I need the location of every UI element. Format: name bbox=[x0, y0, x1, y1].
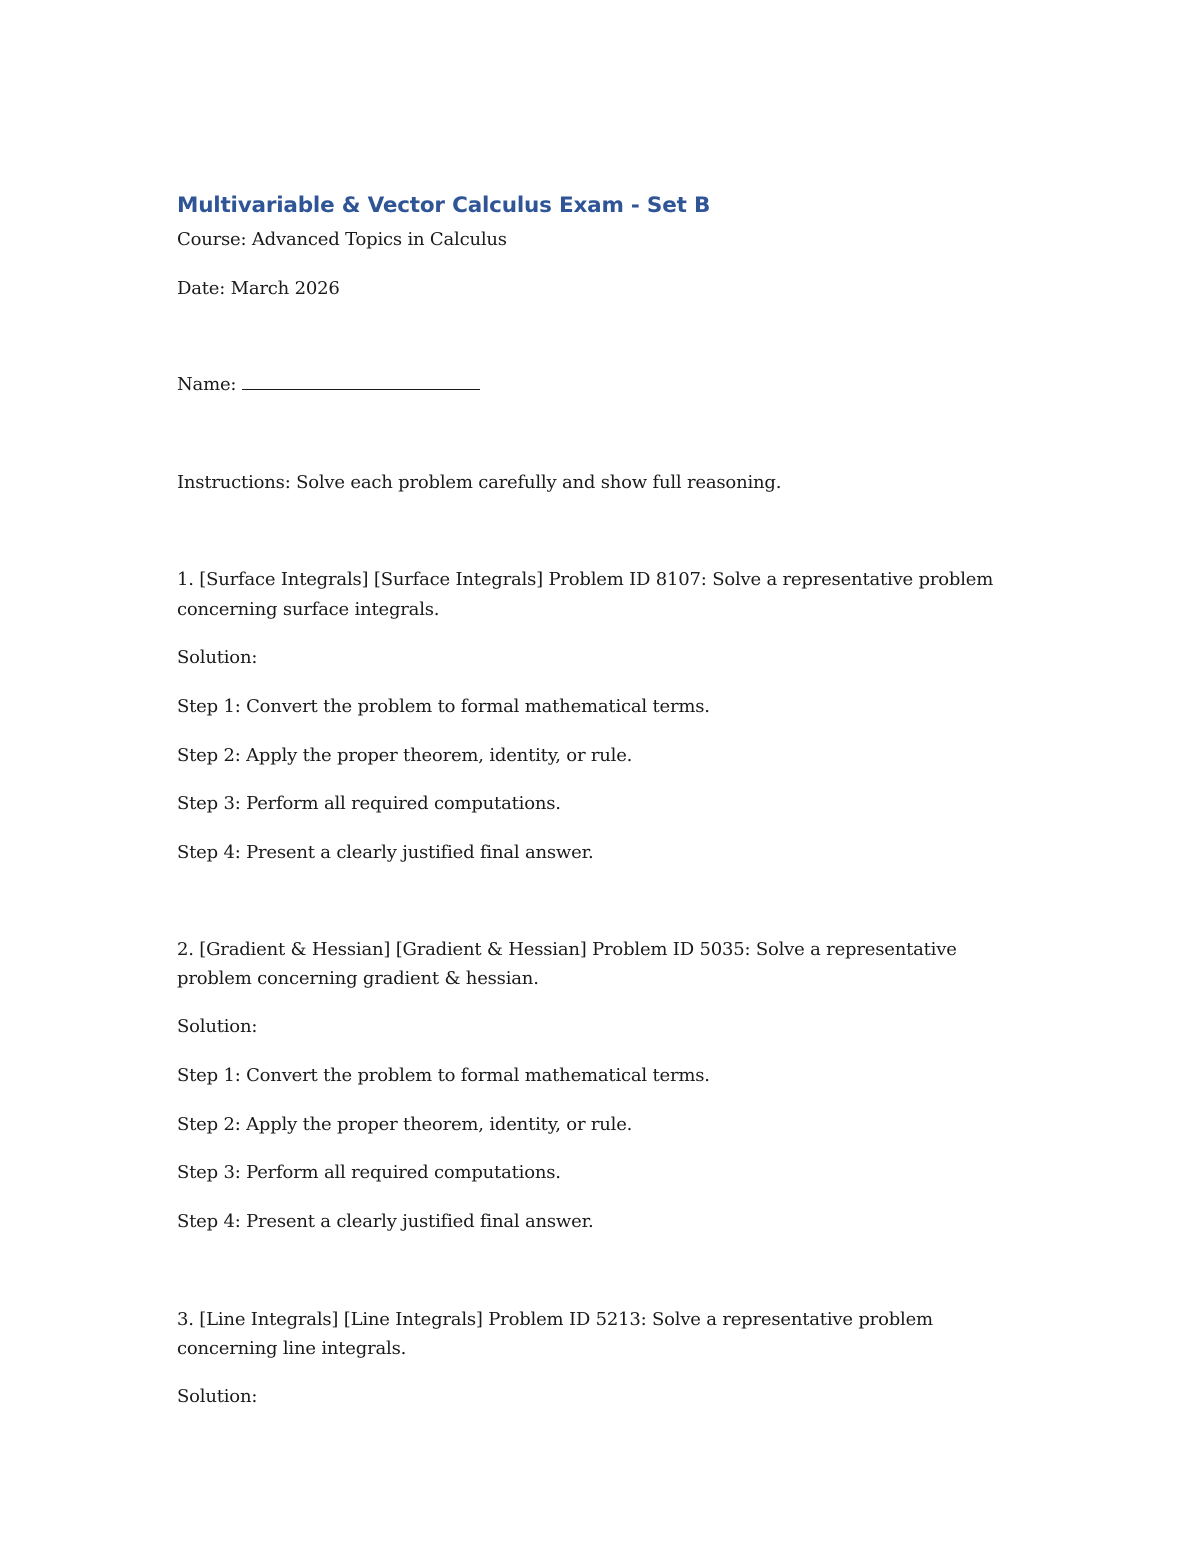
problem-1-solution-label: Solution: bbox=[177, 647, 258, 668]
name-field bbox=[177, 374, 480, 396]
problem-3-solution-label: Solution: bbox=[177, 1386, 258, 1407]
problem-3-statement-line-2: concerning line integrals. bbox=[177, 1338, 407, 1359]
problem-1-step-1: Step 1: Convert the problem to formal mathematical terms. bbox=[177, 696, 710, 717]
problem-1-statement-line-2: concerning surface integrals. bbox=[177, 599, 440, 620]
problem-2-step-1: Step 1: Convert the problem to formal mathematical terms. bbox=[177, 1065, 710, 1086]
problem-2-step-2: Step 2: Apply the proper theorem, identity, or rule. bbox=[177, 1114, 633, 1135]
problem-1-statement-line-1: 1. [Surface Integrals] [Surface Integrals] Problem ID 8107: Solve a representative problem bbox=[177, 569, 994, 590]
date-line: Date: March 2026 bbox=[177, 278, 340, 299]
problem-2-statement-line-1: 2. [Gradient & Hessian] [Gradient & Hessian] Problem ID 5035: Solve a representative bbox=[177, 939, 957, 960]
problem-2-step-3: Step 3: Perform all required computations. bbox=[177, 1162, 561, 1183]
course-line: Course: Advanced Topics in Calculus bbox=[177, 229, 507, 250]
problem-1-step-4: Step 4: Present a clearly justified final answer. bbox=[177, 842, 594, 863]
instructions-line: Instructions: Solve each problem carefully and show full reasoning. bbox=[177, 472, 782, 493]
problem-1-step-2: Step 2: Apply the proper theorem, identity, or rule. bbox=[177, 745, 633, 766]
problem-2-solution-label: Solution: bbox=[177, 1016, 258, 1037]
problem-1-step-3: Step 3: Perform all required computations. bbox=[177, 793, 561, 814]
problem-2-step-4: Step 4: Present a clearly justified final answer. bbox=[177, 1211, 594, 1232]
name-blank-line bbox=[242, 375, 480, 390]
name-label: Name: bbox=[177, 374, 237, 395]
problem-2-statement-line-2: problem concerning gradient & hessian. bbox=[177, 968, 539, 989]
exam-title: Multivariable & Vector Calculus Exam - Set B bbox=[177, 193, 711, 218]
problem-3-statement-line-1: 3. [Line Integrals] [Line Integrals] Problem ID 5213: Solve a representative problem bbox=[177, 1309, 933, 1330]
